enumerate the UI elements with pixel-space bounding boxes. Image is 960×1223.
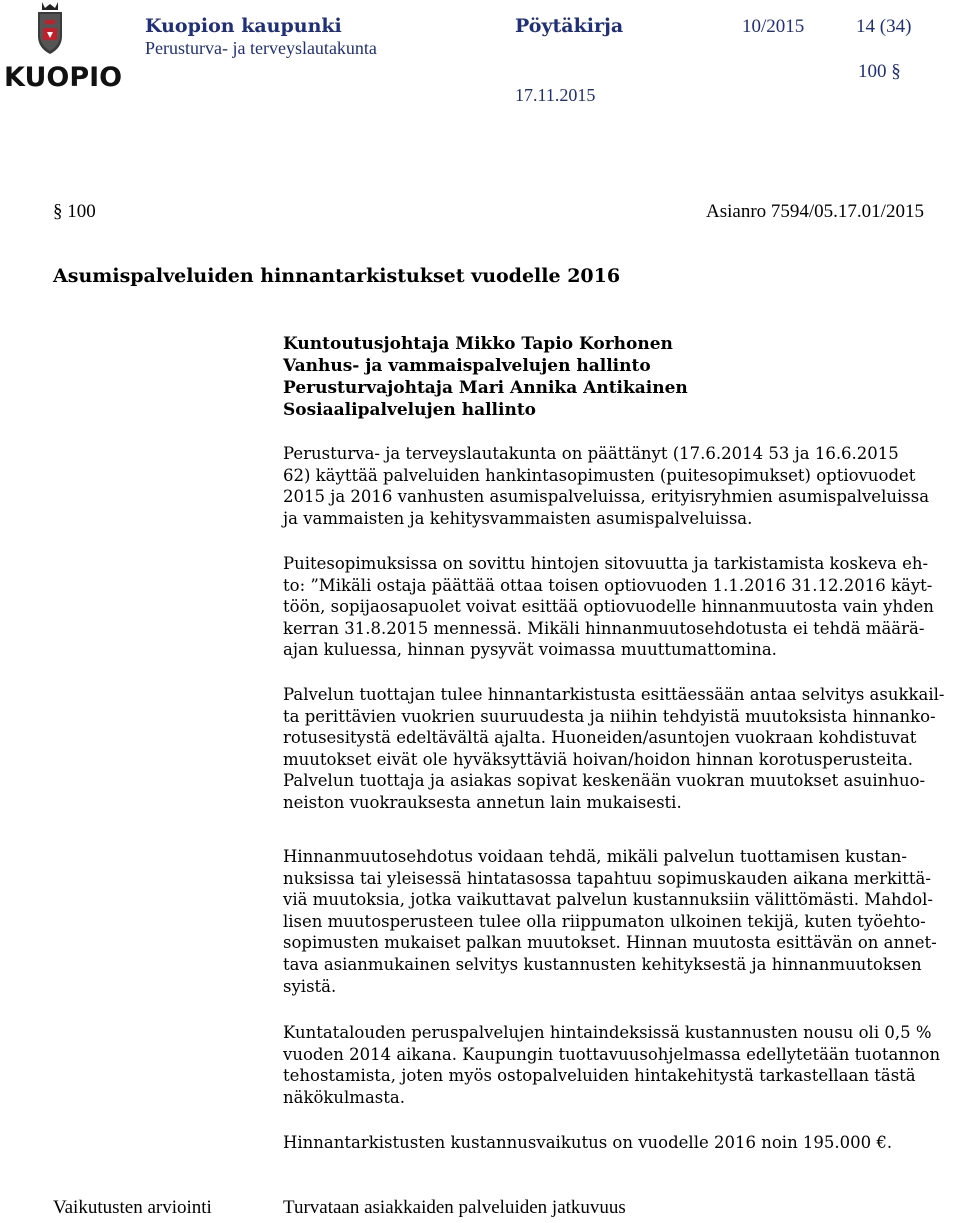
paragraph-line: rotusesitystä edeltävältä ajalta. Huoneiden/asuntojen vuokraan kohdistuvat xyxy=(283,728,917,748)
header-date: 17.11.2015 xyxy=(515,85,596,105)
paragraph-line: 62) käyttää palveluiden hankintasopimusten (puitesopimukset) optiovuodet xyxy=(283,465,916,485)
kuopio-logo xyxy=(4,2,123,94)
official-line: Perusturvajohtaja Mari Annika Antikainen xyxy=(283,378,688,398)
paragraph-line: syistä. xyxy=(283,976,337,996)
paragraph-line: vuoden 2014 aikana. Kaupungin tuottavuusohjelmassa edellytetään tuotannon xyxy=(283,1044,941,1064)
section-sign-icon: § xyxy=(53,201,68,222)
paragraph-line: ja vammaisten ja kehitysvammaisten asumispalveluissa. xyxy=(283,508,753,528)
paragraph-index xyxy=(283,1022,955,1108)
paragraph-line: ajan kuluessa, hinnan pysyvät voimassa muuttumattomina. xyxy=(283,640,777,660)
paragraph-line: muutokset eivät ole hyväksyttäviä hoivan/hoidon hinnan korotusperusteita. xyxy=(283,749,913,769)
paragraph-line: Puitesopimuksissa on sovittu hintojen sitovuutta ja tarkistamista koskeva eh- xyxy=(283,554,929,573)
section-number-value: 100 xyxy=(67,201,96,222)
paragraph-rent xyxy=(283,684,955,814)
paragraph-line: töön, sopijaosapuolet voivat esittää optiovuodelle hinnanmuutosta vain yhden xyxy=(283,597,934,617)
paragraph-line: lisen muutosperusteen tulee olla riippumaton ulkoinen tekijä, kuten työehto- xyxy=(283,911,926,931)
paragraph-line: neiston vuokrauksesta annetun lain mukaisesti. xyxy=(283,792,682,812)
paragraph-line: nuksissa tai yleisessä hintatasossa tapahtuu sopimuskauden aikana merkittä- xyxy=(283,868,931,888)
section-number xyxy=(53,201,96,223)
header-board: Perusturva- ja terveyslautakunta xyxy=(145,38,377,58)
paragraph-line: ta perittävien vuokrien suuruudesta ja niihin tehdyistä muutoksista hinnanko- xyxy=(283,706,936,726)
paragraph-line: Palvelun tuottajan tulee hinnantarkistusta esittäessään antaa selvitys asukkail- xyxy=(283,685,945,704)
header-doc-type: Pöytäkirja xyxy=(515,15,624,37)
header-city: Kuopion kaupunki xyxy=(145,15,342,37)
paragraph-line: kerran 31.8.2015 mennessä. Mikäli hinnanmuutosehdotusta ei tehdä määrä- xyxy=(283,618,925,638)
paragraph-line: 2015 ja 2016 vanhusten asumispalveluissa, erityisryhmien asumispalveluissa xyxy=(283,487,930,507)
logo-wordmark: KUOPIO xyxy=(4,62,123,93)
header-section-number: 100 xyxy=(858,61,887,82)
paragraph-line: Hinnantarkistusten kustannusvaikutus on vuodelle 2016 noin 195.000 €. xyxy=(283,1133,893,1152)
impact-assessment-text: Turvataan asiakkaiden palveluiden jatkuvuus xyxy=(283,1197,626,1218)
official-line: Sosiaalipalvelujen hallinto xyxy=(283,400,537,420)
case-number: Asianro 7594/05.17.01/2015 xyxy=(706,201,924,222)
paragraph-line: viä muutoksia, jotka vaikuttavat palvelun kustannuksiin välittömästi. Mahdol- xyxy=(283,890,934,910)
section-sign-icon: § xyxy=(886,61,901,82)
paragraph-price-change xyxy=(283,846,955,997)
official-line: Vanhus- ja vammaispalvelujen hallinto xyxy=(283,356,651,376)
section-title: Asumispalveluiden hinnantarkistukset vuodelle 2016 xyxy=(53,265,621,287)
paragraph-line: Kuntatalouden peruspalvelujen hintaindeksissä kustannusten nousu oli 0,5 % xyxy=(283,1023,932,1042)
header-page: 14 (34) xyxy=(856,16,912,37)
paragraph-contract-terms xyxy=(283,553,955,661)
paragraph-line: näkökulmasta. xyxy=(283,1087,405,1107)
header-doc-number: 10/2015 xyxy=(742,16,805,37)
official-line: Kuntoutusjohtaja Mikko Tapio Korhonen xyxy=(283,334,673,354)
paragraph-decision xyxy=(283,443,955,529)
paragraph-line: Palvelun tuottaja ja asiakas sopivat keskenään vuokran muutokset asuinhuo- xyxy=(283,771,926,791)
paragraph-line: tehostamista, joten myös ostopalveluiden hintakehitystä tarkastellaan tästä xyxy=(283,1066,916,1086)
paragraph-line: Hinnanmuutosehdotus voidaan tehdä, mikäli palvelun tuottamisen kustan- xyxy=(283,847,907,866)
officials-block xyxy=(283,333,688,421)
paragraph-line: Perusturva- ja terveyslautakunta on päättänyt (17.6.2014 53 ja 16.6.2015 xyxy=(283,444,899,463)
header-section-ref xyxy=(858,61,901,83)
impact-assessment-label: Vaikutusten arviointi xyxy=(53,1197,212,1218)
paragraph-line: to: ”Mikäli ostaja päättää ottaa toisen optiovuoden 1.1.2016 31.12.2016 käyt- xyxy=(283,575,933,595)
coat-of-arms-icon xyxy=(36,2,64,56)
paragraph-line: tava asianmukainen selvitys kustannusten kehityksestä ja hinnanmuutoksen xyxy=(283,954,922,974)
paragraph-line: sopimusten mukaiset palkan muutokset. Hinnan muutosta esittävän on annet- xyxy=(283,933,937,953)
paragraph-cost-impact xyxy=(283,1132,955,1154)
